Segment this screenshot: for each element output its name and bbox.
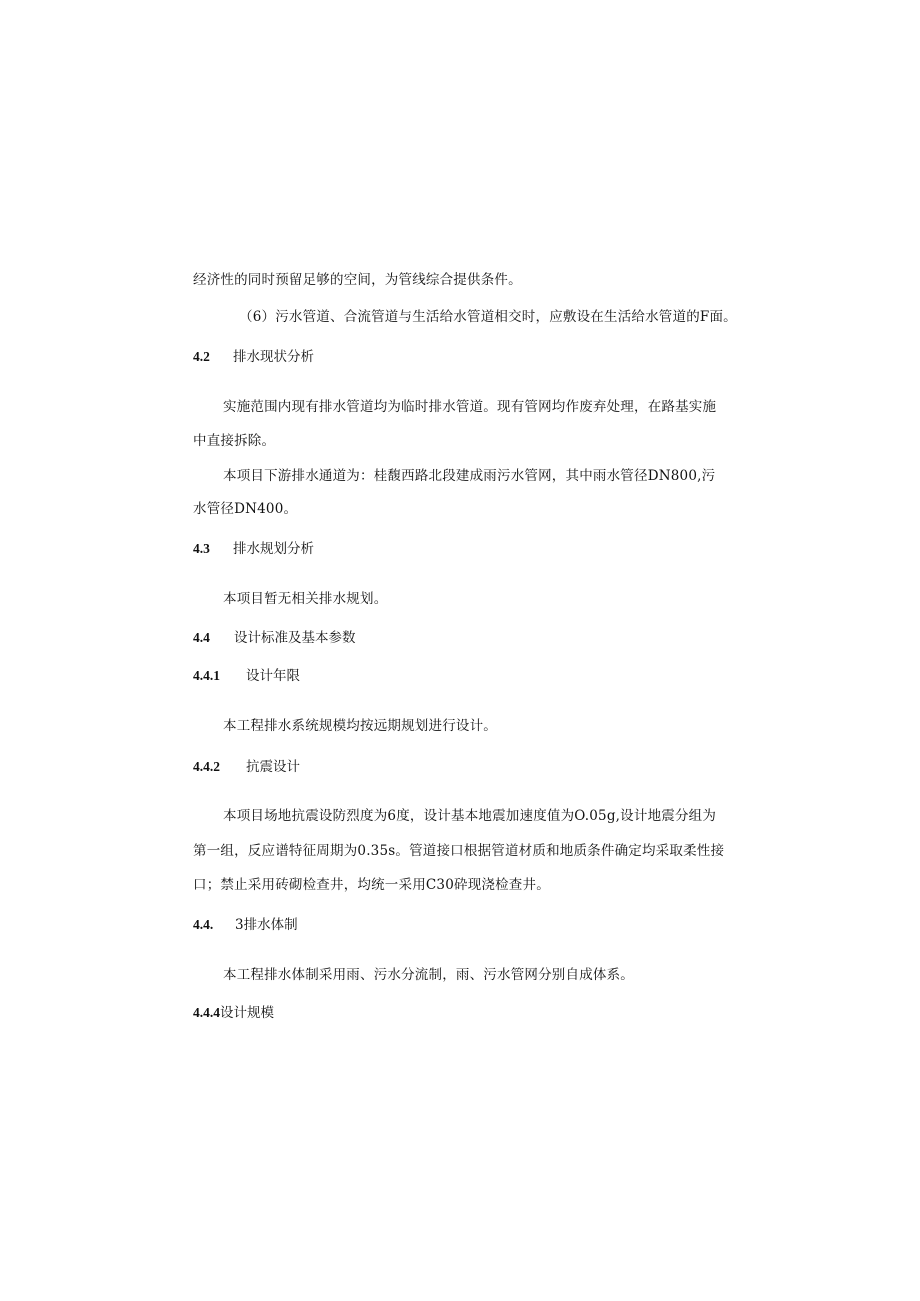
section-number: 4.4.: [193, 917, 214, 932]
paragraph-line: 口；禁止采用砖砌检查井，均统一采用C30砕现浇检查井。: [193, 877, 550, 893]
paragraph-line: 本工程排水系统规模均按远期规划进行设计。: [223, 718, 497, 734]
section-heading-4-4-1: [193, 667, 300, 685]
paragraph-line: 本工程排水体制采用雨、污水分流制，雨、污水管网分别自成体系。: [223, 967, 634, 983]
section-number: 4.4.4: [193, 1005, 220, 1020]
section-number: 4.4.1: [193, 668, 220, 683]
section-number: 4.2: [193, 349, 210, 364]
paragraph-continuation: 经济性的同时预留足够的空间，为管线综合提供条件。: [193, 272, 522, 288]
section-heading-4-3: [193, 540, 314, 558]
section-title: 抗震设计: [246, 759, 300, 775]
paragraph-line: 本项目暂无相关排水规划。: [223, 591, 388, 607]
section-heading-4-4-4: [193, 1004, 274, 1022]
paragraph-line: 本项目场地抗震设防烈度为6度，设计基本地震加速度值为O.05g,设计地震分组为: [223, 808, 717, 824]
paragraph-line: 中直接拆除。: [193, 433, 276, 449]
section-number: 4.4.2: [193, 759, 220, 774]
paragraph-item-6: （6）污水管道、合流管道与生活给水管道相交时，应敷设在生活给水管道的F面。: [239, 309, 737, 325]
paragraph-line: 水管径DN400。: [193, 501, 298, 517]
section-heading-4-4-2: [193, 758, 300, 776]
paragraph-line: 第一组，反应谱特征周期为0.35s。管道接口根据管道材质和地质条件确定均采取柔性接: [193, 843, 725, 859]
section-title: 3排水体制: [235, 917, 298, 933]
section-heading-4-4: [193, 629, 356, 647]
section-title: 设计标准及基本参数: [234, 630, 356, 646]
paragraph-line: 实施范围内现有排水管道均为临时排水管道。现有管网均作废弃处理，在路基实施: [223, 399, 717, 415]
section-number: 4.4: [193, 630, 210, 645]
section-heading-4-2: [193, 348, 314, 366]
section-title: 设计规模: [220, 1005, 274, 1021]
section-title: 排水规划分析: [233, 541, 314, 557]
section-number: 4.3: [193, 541, 210, 556]
section-heading-4-4-3: [193, 916, 298, 934]
section-title: 设计年限: [246, 668, 300, 684]
section-title: 排水现状分析: [233, 349, 314, 365]
paragraph-line: 本项目下游排水通道为：桂馥西路北段建成雨污水管网，其中雨水管径DN800,污: [223, 468, 716, 484]
